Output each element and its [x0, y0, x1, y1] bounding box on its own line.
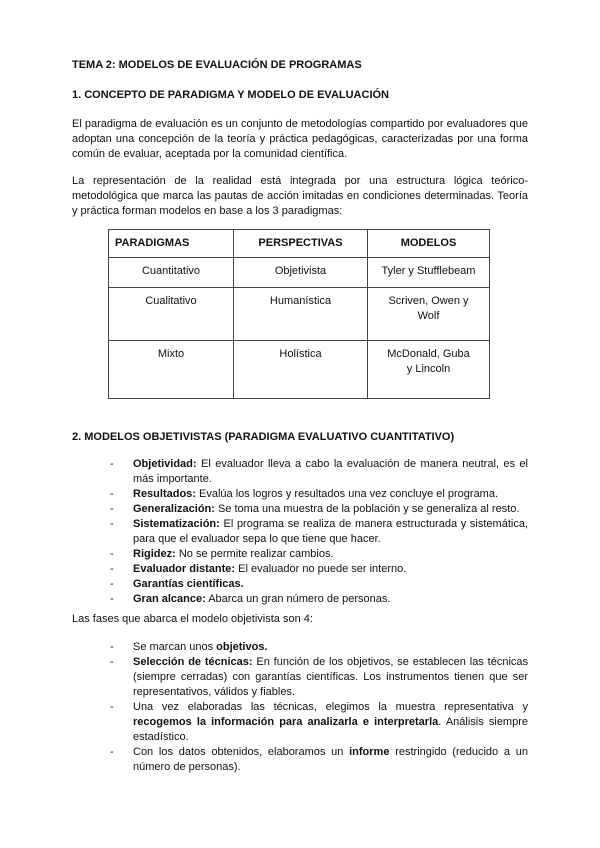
feature-description: Se toma una muestra de la población y se generaliza al resto. [214, 503, 520, 515]
feature-term: Evaluador distante: [133, 563, 236, 575]
features-list [72, 457, 528, 607]
feature-description: El evaluador no puede ser interno. [235, 563, 407, 575]
table-cell: Humanística [234, 288, 368, 341]
feature-term: Objetividad: [133, 458, 197, 470]
table-cell: Holística [234, 341, 368, 399]
list-item [72, 640, 528, 655]
feature-description: No se permite realizar cambios. [175, 548, 334, 560]
section-2-heading: 2. MODELOS OBJETIVISTAS (PARADIGMA EVALUATIVO CUANTITATIVO) [72, 431, 455, 443]
phase-emphasis: informe [349, 746, 390, 758]
phases-list [72, 640, 528, 775]
feature-term: Generalización: [133, 503, 215, 515]
table-row [109, 341, 490, 399]
phase-text: Se marcan unos [133, 641, 217, 653]
table-row [109, 258, 490, 288]
feature-description: Evalúa los logros y resultados una vez concluye el programa. [195, 488, 499, 500]
feature-description: El evaluador lleva a cabo la evaluación de manera neutral, es el más importante. [133, 458, 528, 485]
paragraph-representation: La representación de la realidad está integrada por una estructura lógica teórico-metodológica que marca las pautas de acción imitadas en condiciones determinadas. Teoría y práctica forman modelos en base a los 3 paradigmas: [72, 175, 528, 217]
feature-term: Rigidez: [133, 548, 176, 560]
feature-term: Gran alcance: [133, 593, 206, 605]
phases-intro: Las fases que abarca el modelo objetivista son 4: [72, 613, 313, 625]
list-item [72, 655, 528, 700]
section-1-heading: 1. CONCEPTO DE PARADIGMA Y MODELO DE EVALUACIÓN [72, 89, 389, 101]
table-cell: McDonald, Guba y Lincoln [368, 341, 490, 399]
list-item [72, 577, 528, 592]
paradigms-table [108, 229, 490, 399]
phase-emphasis: Selección de técnicas: [133, 656, 253, 668]
list-item [72, 517, 528, 547]
phase-emphasis: objetivos. [216, 641, 268, 653]
list-item [72, 547, 528, 562]
list-item [72, 700, 528, 745]
phase-text: . Análisis siempre estadístico. [133, 716, 528, 743]
document-title: TEMA 2: MODELOS DE EVALUACIÓN DE PROGRAMAS [72, 59, 362, 71]
phase-emphasis: recogemos la información para analizarla e interpretarla [133, 716, 439, 728]
table-header-row [109, 230, 490, 258]
feature-term: Sistematización: [133, 518, 220, 530]
feature-term: Resultados: [133, 488, 196, 500]
table-header: PARADIGMAS [109, 230, 234, 258]
table-cell: Tyler y Stufflebeam [368, 258, 490, 288]
paragraph-paradigm-definition: El paradigma de evaluación es un conjunto de metodologías compartido por evaluadores que adoptan una concepción de la teoría y práctica pedagógicas, caracterizadas por una forma común de evaluar, aceptada por la comunidad científica. [72, 118, 528, 160]
list-item [72, 745, 528, 775]
phase-text: restringido (reducido a un número de personas). [133, 746, 529, 773]
list-item [72, 457, 528, 487]
list-item [72, 502, 528, 517]
list-item [72, 487, 528, 502]
table-cell: Mixto [109, 341, 234, 399]
table-cell: Objetivista [234, 258, 368, 288]
phase-text: En función de los objetivos, se establecen las técnicas (siempre cerradas) con garantías científicas. Los instrumentos tienen que ser representativos, válidos y fiables. [133, 656, 529, 698]
phase-text: Una vez elaboradas las técnicas, elegimos la muestra representativa y [133, 701, 528, 713]
table-cell: Cualitativo [109, 288, 234, 341]
table-header: PERSPECTIVAS [234, 230, 368, 258]
table-row [109, 288, 490, 341]
table-header: MODELOS [368, 230, 490, 258]
feature-description: Abarca un gran número de personas. [205, 593, 391, 605]
list-item [72, 592, 528, 607]
phase-text: Con los datos obtenidos, elaboramos un [133, 746, 350, 758]
table-cell: Scriven, Owen y Wolf [368, 288, 490, 341]
table-cell: Cuantitativo [109, 258, 234, 288]
feature-description: El programa se realiza de manera estructurada y sistemática, para que el evaluador sepa lo que tiene que hacer. [133, 518, 528, 545]
feature-term: Garantías científicas. [133, 578, 244, 590]
list-item [72, 562, 528, 577]
